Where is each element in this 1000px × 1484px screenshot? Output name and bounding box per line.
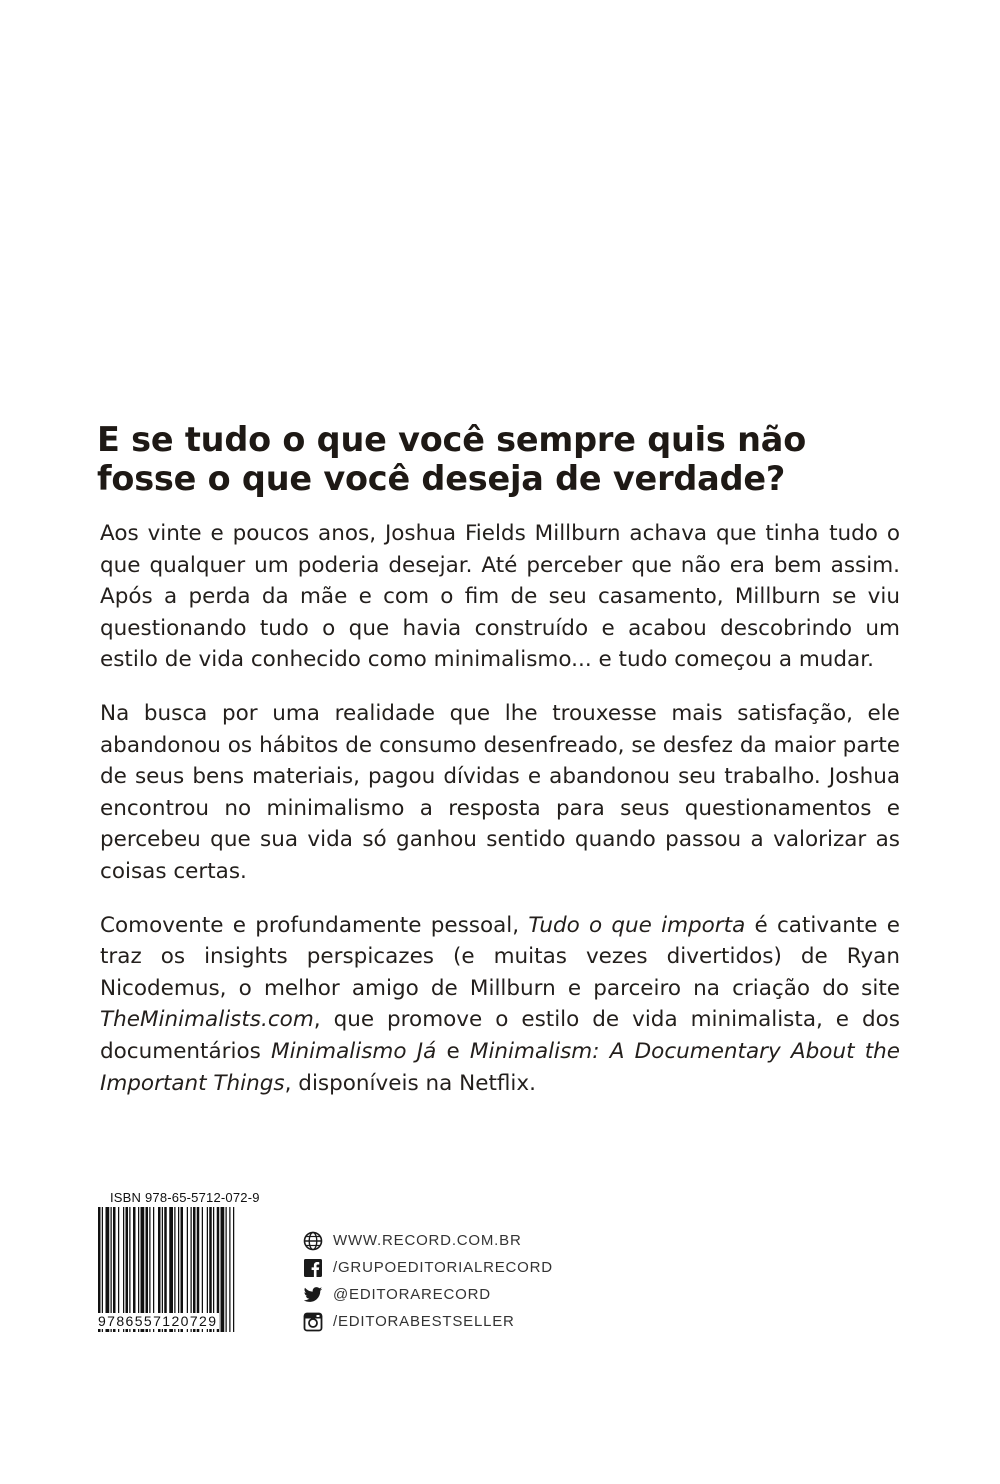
paragraph-2: Na busca por uma realidade que lhe trouxesse mais satisfação, ele abandonou os hábitos de consumo desenfreado, se desfez da maior parte de seus bens materiais, pagou dívidas e abandonou seu trabalho. Joshua encontrou no minimalismo a resposta para seus questionamentos e percebeu que sua vida só ganhou sentido quando passou a valorizar as coisas certas. (100, 700, 900, 884)
barcode-digits: 9786557120729 (98, 1313, 218, 1329)
social-links (303, 1227, 553, 1335)
website-label: WWW.RECORD.COM.BR (333, 1232, 522, 1249)
facebook-icon (303, 1258, 323, 1278)
barcode-bar (226, 1207, 227, 1332)
barcode-bar (233, 1207, 234, 1332)
barcode-bar (229, 1207, 230, 1332)
barcode-bar (221, 1207, 225, 1332)
social-item-instagram[interactable] (303, 1308, 553, 1335)
instagram-label: /EDITORABESTSELLER (333, 1313, 515, 1330)
isbn-label: ISBN 978-65-5712-072-9 (110, 1190, 260, 1205)
globe-icon (303, 1231, 323, 1251)
paragraph-3 (100, 910, 900, 1100)
headline-line-2: fosse o que você deseja de verdade? (97, 459, 786, 498)
social-item-twitter[interactable] (303, 1281, 553, 1308)
blurb (100, 518, 900, 1121)
twitter-label: @EDITORARECORD (333, 1286, 491, 1303)
social-item-website[interactable] (303, 1227, 553, 1254)
paragraph-3-text-1: Comovente e profundamente pessoal, (100, 912, 529, 938)
headline (97, 420, 917, 498)
twitter-icon (303, 1285, 323, 1305)
book-title: Tudo o que importa (528, 912, 746, 938)
paragraph-3-text-5: , disponíveis na Netflix. (284, 1070, 536, 1096)
documentary-1: Minimalismo Já (271, 1038, 437, 1064)
instagram-icon (303, 1312, 323, 1332)
documentary-2: Minimalism: A Documentary About the Important Things (100, 1038, 900, 1096)
social-item-facebook[interactable] (303, 1254, 553, 1281)
headline-line-1: E se tudo o que você sempre quis não (97, 420, 807, 459)
site-name: TheMinimalists.com (100, 1007, 314, 1033)
paragraph-3-text-3: , que promove o estilo de vida minimalista, e dos documentários (100, 1007, 900, 1064)
facebook-label: /GRUPOEDITORIALRECORD (333, 1259, 553, 1276)
paragraph-3-text-4: e (436, 1038, 470, 1064)
paragraph-3-text-2: é cativante e traz os insights perspicazes (e muitas vezes divertidos) de Ryan Nicodemus, o melhor amigo de Millburn e parceiro na criação do site (100, 912, 900, 1001)
paragraph-1: Aos vinte e poucos anos, Joshua Fields Millburn achava que tinha tudo o que qualquer um poderia desejar. Até perceber que não era bem assim. Após a perda da mãe e com o fim de seu casamento, Millburn se viu questionando tudo o que havia construído e acabou descobrindo um estilo de vida conhecido como minimalismo... e tudo começou a mudar. (100, 521, 900, 673)
